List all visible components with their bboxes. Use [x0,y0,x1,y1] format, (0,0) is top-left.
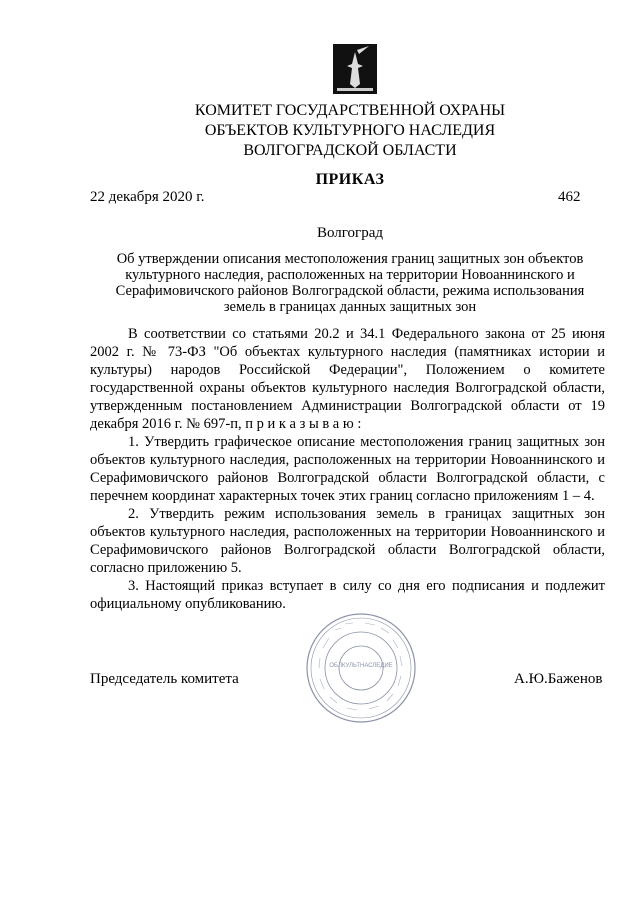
organization-name [0,101,640,161]
document-date: 22 декабря 2020 г. [90,189,205,205]
org-line-3: ВОЛГОГРАДСКОЙ ОБЛАСТИ [243,142,457,159]
signer-position: Председатель комитета [90,671,239,687]
document-city: Волгоград [316,225,383,241]
document-body [90,325,605,613]
document-type: ПРИКАЗ [315,171,385,188]
document-subject: Об утверждении описания местоположения границ защитных зон объектов культурного наследия, расположенных на территории Новоаннинского и Серафимовичского районов Волгоградской области, режима использования земель в границах данных защитных зон [115,251,585,315]
org-line-2: ОБЪЕКТОВ КУЛЬТУРНОГО НАСЛЕДИЯ [204,122,496,139]
coat-of-arms-icon [333,44,377,94]
order-item-3: 3. Настоящий приказ вступает в силу со дня его подписания и подлежит официальному опубликованию. [90,578,605,612]
order-item-1: 1. Утвердить графическое описание местоположения границ защитных зон объектов культурного наследия, расположенных на территории Новоаннинского и Серафимовичского районов Волгоградской области Волгоградской области, с перечнем координат характерных точек этих границ согласно приложениям 1 – 4. [90,434,605,504]
order-item-2: 2. Утвердить режим использования земель в границах защитных зон объектов культурного наследия, расположенных на территории Новоаннинского и Серафимовичского районов Волгоградской области Волгоградской области, согласно приложению 5. [90,506,605,576]
seal-label: ОБЛКУЛЬТНАСЛЕДИЕ [329,663,393,669]
official-seal [305,612,417,724]
org-line-1: КОМИТЕТ ГОСУДАРСТВЕННОЙ ОХРАНЫ [194,102,506,119]
signer-name: А.Ю.Баженов [514,671,603,687]
preamble-paragraph: В соответствии со статьями 20.2 и 34.1 Федерального закона от 25 июня 2002 г. № 73-ФЗ "Об объектах культурного наследия (памятниках истории и культуры) народов Российской Федерации", Положением о комитете государственной охраны объектов культурного наследия Волгоградской области, утвержденным постановлением Администрации Волгоградской области от 19 декабря 2016 г. № 697-п, п р и к а з ы в а ю : [90,326,605,432]
document-number: 462 [558,189,581,205]
